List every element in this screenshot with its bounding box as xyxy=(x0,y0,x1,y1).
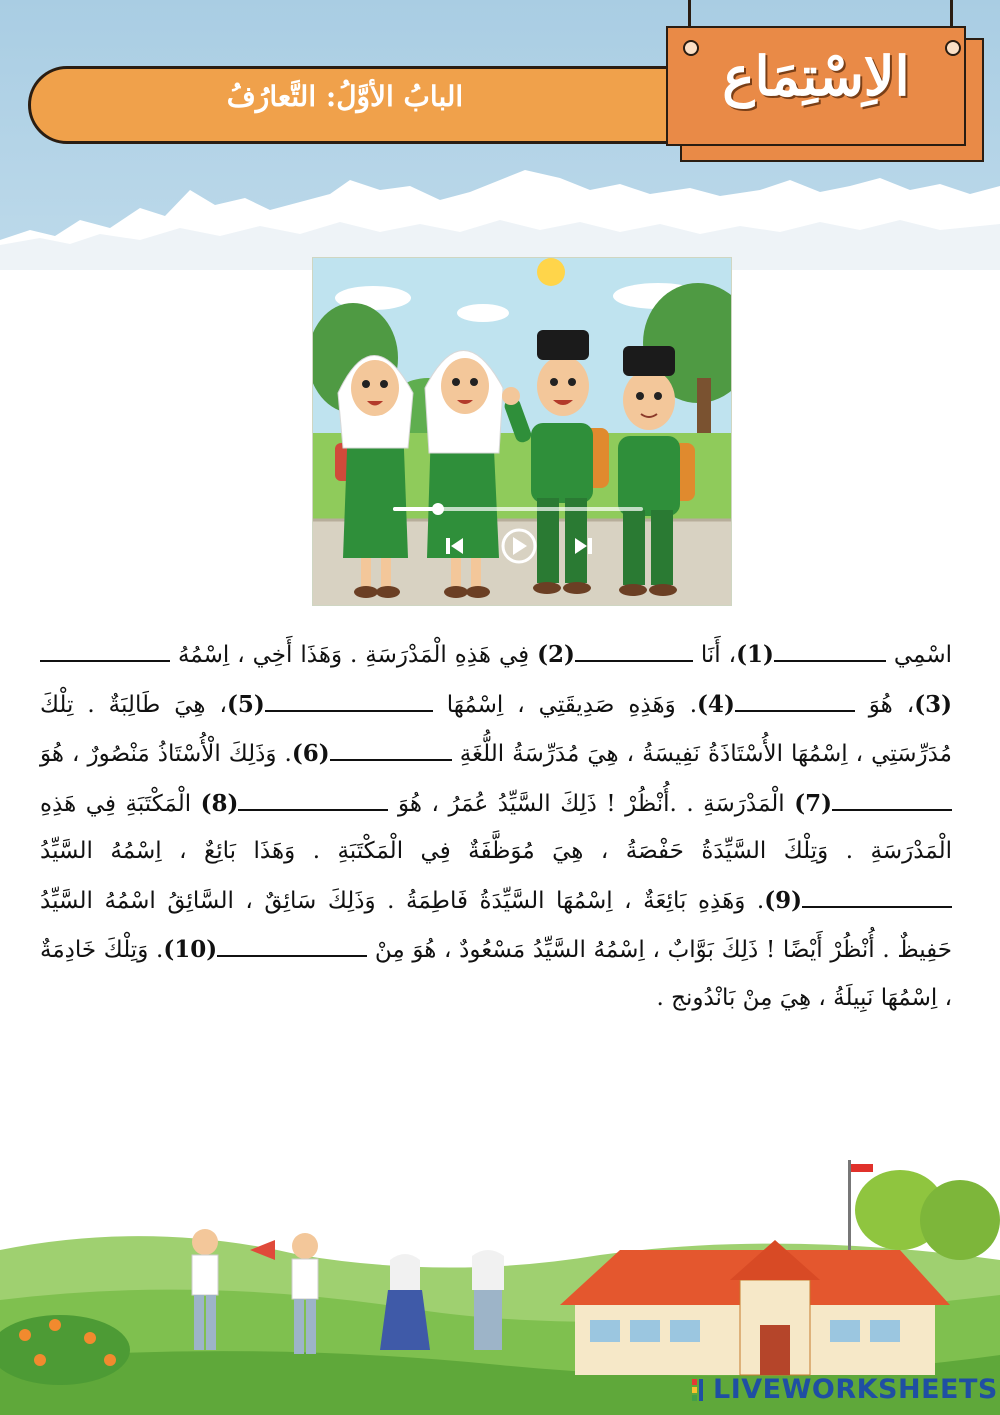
blank-number-3: (3) xyxy=(914,690,953,718)
answer-blank-2[interactable] xyxy=(575,630,693,662)
blank-number-9: (9) xyxy=(764,886,802,914)
answer-blank-1[interactable] xyxy=(774,630,886,662)
answer-blank-3[interactable] xyxy=(40,630,170,662)
passage-text: . وَهَذِهِ بَائِعَةٌ ، اِسْمُهَا السَّيِّدَةُ فَاطِمَةُ . وَذَلِكَ سَائِقٌ ، السَّائِقُ اسْمُهُ السَّيِّدُ حَفِيظٌ . أُنْظُرْ أَيْضًا ! ذَلِكَ بَوَّابٌ ، اِسْمُهُ السَّيِّدُ مَسْعُودٌ ، هُوَ مِنْ xyxy=(40,887,952,963)
play-icon[interactable] xyxy=(503,530,535,562)
blank-number-8: (8) xyxy=(200,789,239,817)
passage-text: . وَذَلِكَ الْأُسْتَاذُ مَنْصُورٌ ، هُوَ xyxy=(40,741,292,767)
previous-track-icon[interactable] xyxy=(446,538,463,554)
cloud-border xyxy=(0,150,1000,270)
passage-text: . وَهَذِهِ صَدِيقَتِي ، اِسْمُهَا xyxy=(432,691,698,718)
blank-number-5: (5) xyxy=(226,690,265,718)
answer-blank-7[interactable] xyxy=(832,779,952,811)
liveworksheets-icon xyxy=(692,1377,710,1399)
section-title: الاِسْتِمَاع xyxy=(722,44,910,108)
passage-text: فِي هَذِهِ الْمَدْرَسَةِ . وَهَذَا أَخِي ، اِسْمُهُ xyxy=(170,642,538,668)
video-progress-fill xyxy=(393,507,438,511)
passage-text: ، هِيَ طَالِبَةٌ . تِلْكَ مُدَرِّسَتِي ، اِسْمُهَا الأُسْتَاذَةُ نَفِيسَةُ ، هِيَ مُدَرِّسَةُ اللُّغَةِ xyxy=(40,691,952,767)
answer-blank-8[interactable] xyxy=(238,779,388,811)
chapter-subtitle: البابُ الأوَّلُ: التَّعارُفُ xyxy=(226,80,464,113)
flag-icon xyxy=(851,1164,873,1172)
answer-blank-9[interactable] xyxy=(802,876,952,908)
passage-text: الْمَكْتَبَةِ فِي هَذِهِ الْمَدْرَسَةِ . وَتِلْكَ السَّيِّدَةُ حَفْصَةُ ، هِيَ مُوَظَّفَةٌ فِي الْمَكْتَبَةِ . وَهَذَا بَائِعٌ ، اِسْمُهُ السَّيِّدُ xyxy=(40,790,952,864)
video-progress-handle[interactable] xyxy=(432,503,444,515)
next-track-icon[interactable] xyxy=(575,538,592,554)
listening-passage xyxy=(40,630,952,1022)
answer-blank-6[interactable] xyxy=(330,729,452,761)
passage-text: ، هُوَ xyxy=(854,691,915,718)
passage-text: اسْمِي xyxy=(885,642,952,668)
blank-number-4: (4) xyxy=(697,690,735,718)
passage-text: . وَتِلْكَ خَادِمَةٌ ، اِسْمُهَا نَبِيلَةُ ، هِيَ مِنْ بَانْدُونج . xyxy=(40,937,952,1011)
answer-blank-4[interactable] xyxy=(735,680,855,712)
brand-text: LIVEWORKSHEETS xyxy=(713,1374,998,1405)
blank-number-10: (10) xyxy=(163,936,218,963)
answer-blank-5[interactable] xyxy=(265,680,433,712)
liveworksheets-logo xyxy=(692,1374,998,1405)
passage-text: ، أَنَا xyxy=(692,642,737,668)
student-figure-4 xyxy=(472,1250,504,1350)
blank-number-6: (6) xyxy=(291,740,330,767)
video-player[interactable] xyxy=(312,257,732,606)
answer-blank-10[interactable] xyxy=(217,925,367,957)
blank-number-1: (1) xyxy=(736,641,774,668)
passage-text: الْمَدْرَسَةِ . .أُنْظُرْ ! ذَلِكَ السَّيِّدُ عُمَرُ ، هُوَ xyxy=(388,790,795,817)
blank-number-7: (7) xyxy=(794,789,832,817)
blank-number-2: (2) xyxy=(537,641,575,668)
